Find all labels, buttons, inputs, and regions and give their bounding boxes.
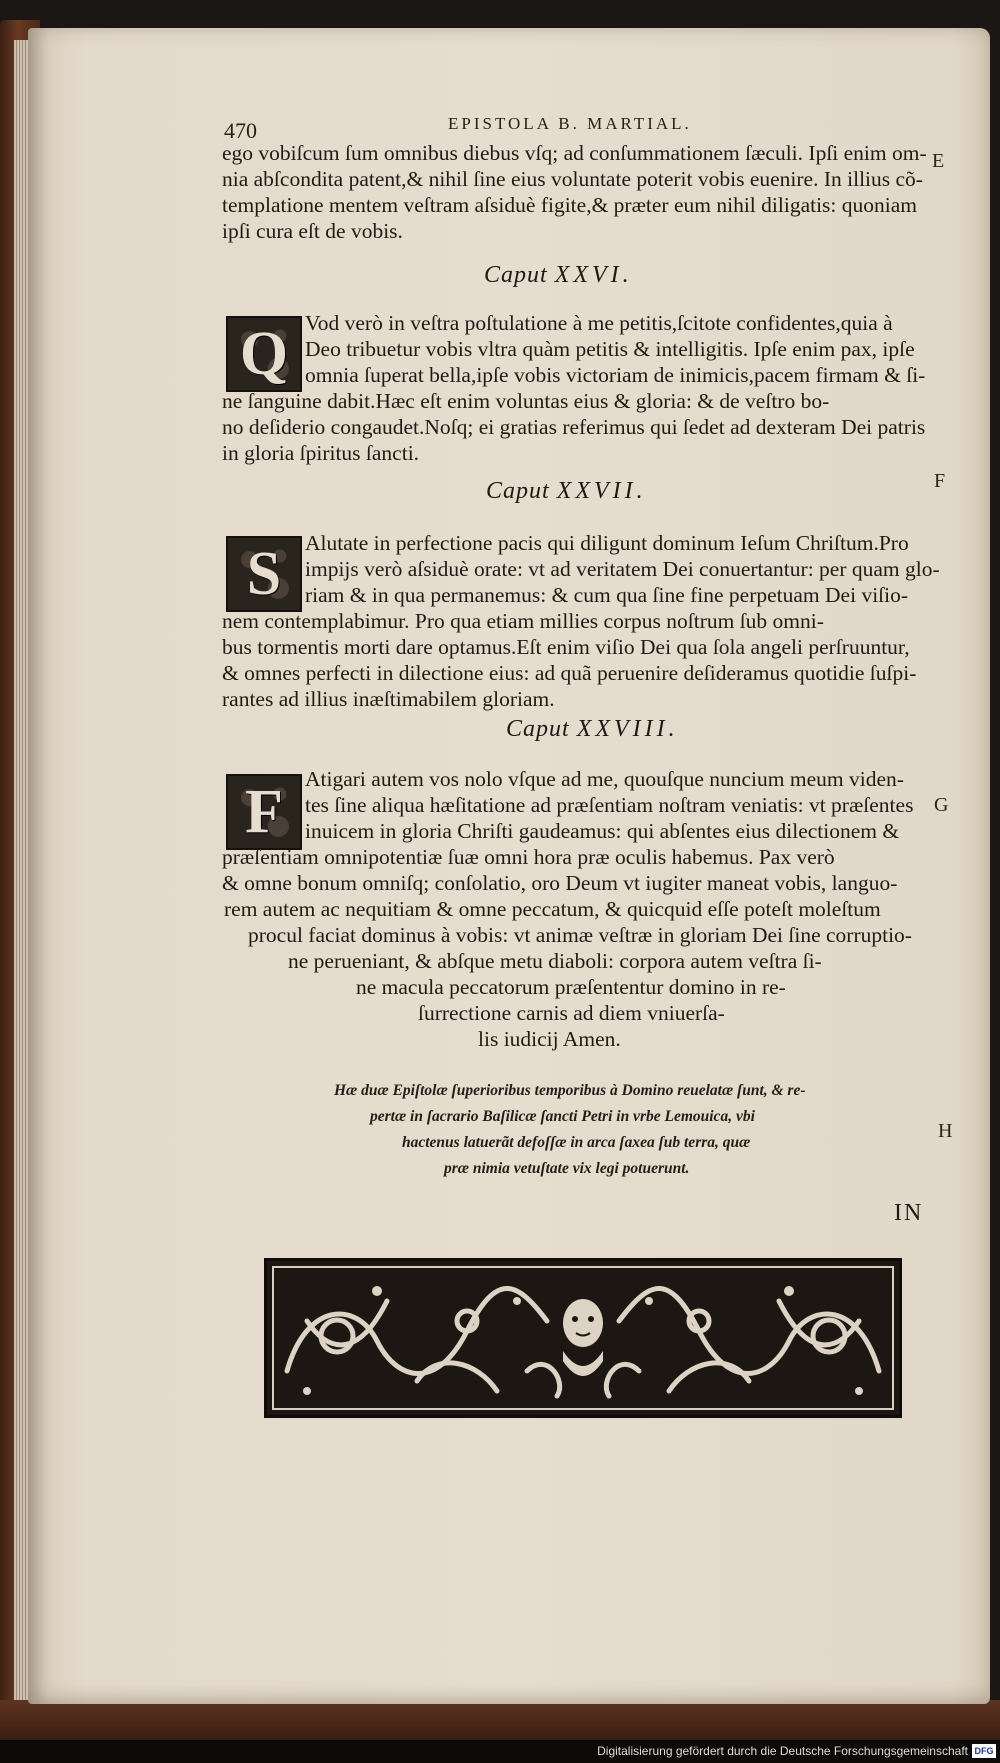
chapter-27-line: bus tormentis morti dare optamus.Eſt enim viſio Dei qua ſola angeli perſruuntur,: [222, 635, 910, 659]
closing-note-line: pertæ in ſacrario Baſilicæ ſancti Petri in vrbe Lemouica, vbi: [370, 1108, 755, 1125]
chapter-heading-27: [486, 478, 647, 505]
intro-line: ego vobiſcum ſum omnibus diebus vſq; ad conſummationem ſæculi. Ipſi enim om-: [222, 141, 927, 165]
footer-bar: [0, 1740, 1000, 1763]
chapter-numeral: XXVIII.: [576, 716, 679, 742]
chapter-word: Caput: [484, 262, 548, 288]
chapter-28-line: Atigari autem vos nolo vſque ad me, quouſque nuncium meum viden-: [305, 767, 904, 791]
chapter-28-line: lis iudicij Amen.: [478, 1027, 621, 1051]
book-cover-bottom: [0, 1700, 1000, 1740]
woodcut-ornament-icon: [267, 1261, 899, 1415]
ornamental-initial-f: [226, 774, 302, 850]
chapter-28-line: ne perueniant, & abſque metu diaboli: corpora autem veſtra ſi-: [288, 949, 822, 973]
closing-note-line: hactenus latuerãt defoſſæ in arca ſaxea ſub terra, quæ: [402, 1134, 751, 1151]
intro-line: nia abſcondita patent,& nihil ſine eius voluntate poterit vobis euenire. In illius cõ-: [222, 167, 923, 191]
chapter-28-line: inuicem in gloria Chriſti gaudeamus: qui abſentes eius dilectionem &: [305, 819, 900, 843]
chapter-27-line: rantes ad illius inæſtimabilem gloriam.: [222, 687, 555, 711]
chapter-28-line: præſentiam omnipotentiæ ſuæ omni hora præ oculis habemus. Pax verò: [222, 845, 835, 869]
chapter-27-line: & omnes perfecti in dilectione eius: ad quã peruenire deſideramus quotidie ſuſpi-: [222, 661, 917, 685]
chapter-27-line: riam & in qua permanemus: & cum qua ſine fine perpetuam Dei viſio-: [305, 583, 909, 607]
intro-line: templatione mentem veſtram aſsiduè figite,& præter eum nihil diligatis: quoniam: [222, 193, 918, 217]
running-head: EPISTOLA B. MARTIAL.: [448, 114, 692, 133]
chapter-27-line: Alutate in perfectione pacis qui diligunt dominum Ieſum Chriſtum.Pro: [305, 531, 909, 555]
chapter-word: Caput: [506, 716, 570, 742]
chapter-numeral: XXVI.: [554, 262, 633, 288]
ornamental-initial-s: [226, 536, 302, 612]
chapter-28-line: ne macula peccatorum præſententur domino in re-: [356, 975, 786, 999]
margin-letter: G: [934, 794, 949, 816]
decorative-woodcut-border: [264, 1258, 902, 1418]
dfg-logo: DFG: [972, 1744, 996, 1758]
ornamental-initial-q: [226, 316, 302, 392]
initial-letter: F: [245, 777, 283, 846]
closing-note-line: præ nimia vetuſtate vix legi potuerunt.: [444, 1160, 690, 1177]
initial-letter: S: [246, 539, 282, 608]
catchword: IN: [894, 1200, 924, 1226]
chapter-28-line: & omne bonum omniſq; conſolatio, oro Deum vt iugiter maneat vobis, languo-: [222, 871, 898, 895]
footer-credit: Digitalisierung gefördert durch die Deutsche Forschungsgemeinschaft: [597, 1744, 968, 1758]
chapter-28-line: procul faciat dominus à vobis: vt animæ veſtræ in gloriam Dei ſine corruptio-: [248, 923, 912, 947]
margin-letter: F: [934, 470, 946, 492]
chapter-28-line: ſurrectione carnis ad diem vniuerſa-: [418, 1001, 725, 1025]
margin-letter: H: [938, 1120, 953, 1142]
chapter-26-line: Vod verò in veſtra poſtulatione à me petitis,ſcitote confidentes,quia à: [305, 311, 893, 335]
chapter-word: Caput: [486, 478, 550, 504]
chapter-28-line: tes ſine aliqua hæſitatione ad præſentiam noſtram veniatis: vt præſentes: [305, 793, 914, 817]
chapter-heading-26: [484, 262, 633, 289]
chapter-numeral: XXVII.: [556, 478, 647, 504]
closing-note-line: Hæ duæ Epiſtolæ ſuperioribus temporibus à Domino reuelatæ ſunt, & re-: [334, 1082, 806, 1099]
chapter-26-line: ne ſanguine dabit.Hæc eſt enim voluntas eius & gloria: & de veſtro bo-: [222, 389, 830, 413]
chapter-26-line: no deſiderio congaudet.Noſq; ei gratias referimus qui ſedet ad dexteram Dei patris: [222, 415, 926, 439]
chapter-27-line: nem contemplabimur. Pro qua etiam millies corpus noſtrum ſub omni-: [222, 609, 824, 633]
page-number: 470: [224, 118, 257, 143]
margin-letter: E: [932, 150, 945, 172]
initial-letter: Q: [239, 319, 289, 388]
chapter-26-line: omnia ſuperat bella,ipſe vobis victoriam de inimicis,pacem firmam & ſi-: [305, 363, 926, 387]
chapter-27-line: impijs verò aſsiduè orate: vt ad veritatem Dei conuertantur: per quam glo-: [305, 557, 940, 581]
intro-line: ipſi cura eſt de vobis.: [222, 219, 403, 243]
chapter-28-line: rem autem ac nequitiam & omne peccatum, & quicquid eſſe poteſt moleſtum: [224, 897, 881, 921]
chapter-26-line: Deo tribuetur vobis vltra quàm petitis & intelligitis. Ipſe enim pax, ipſe: [305, 337, 915, 361]
chapter-26-line: in gloria ſpiritus ſancti.: [222, 441, 420, 465]
chapter-heading-28: [506, 716, 679, 743]
